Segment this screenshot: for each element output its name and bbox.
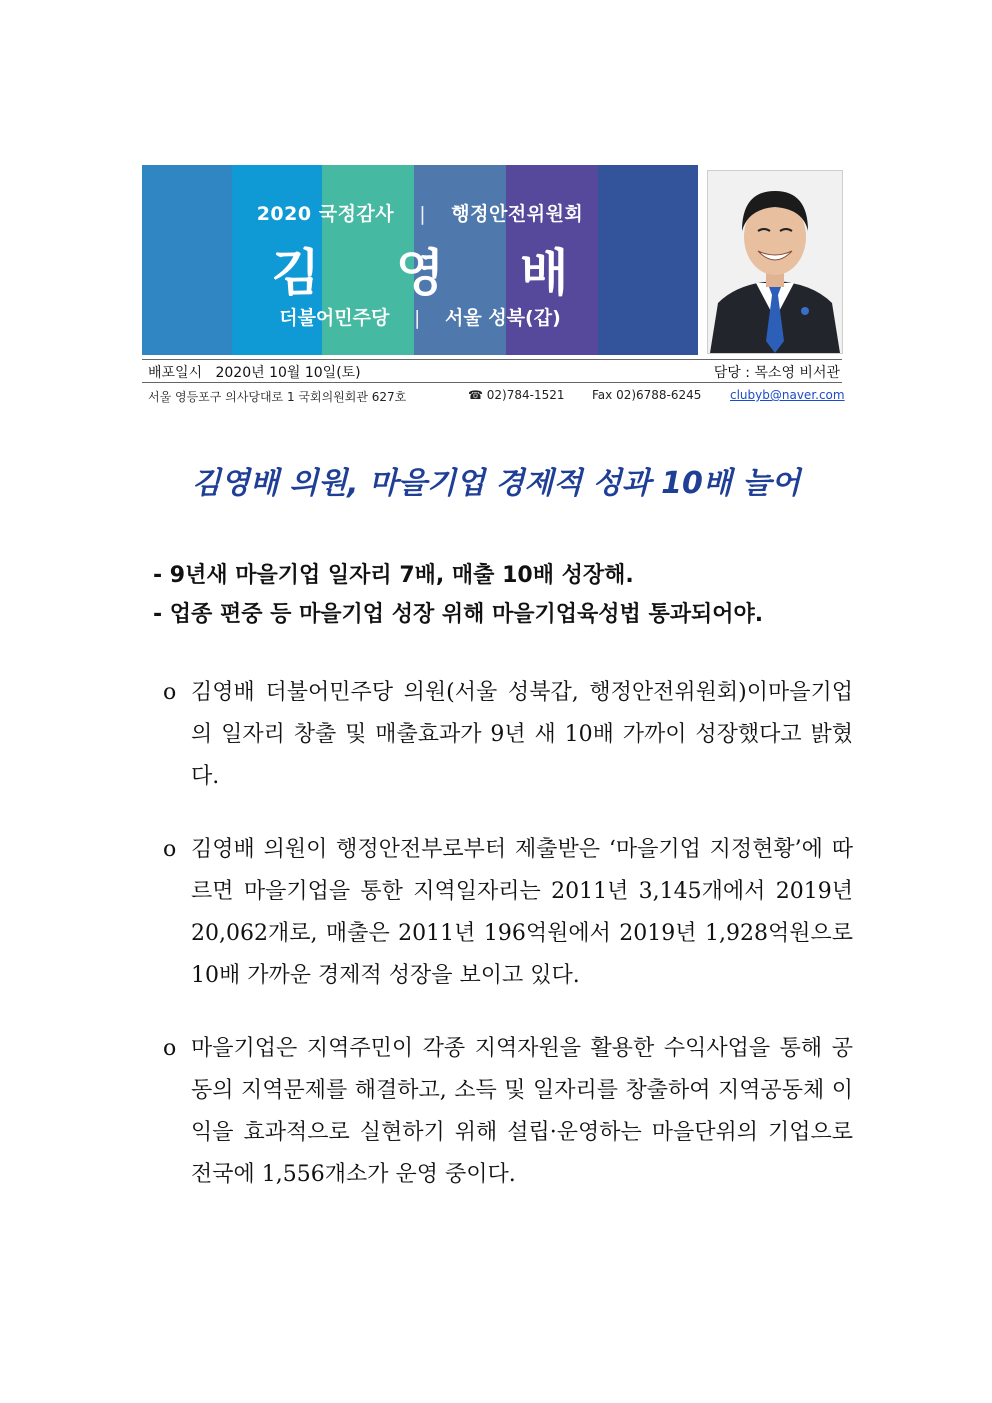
address-row: [142, 386, 845, 406]
bullet-marker: o: [163, 680, 177, 705]
subheading: - 업종 편중 등 마을기업 성장 위해 마을기업육성법 통과되어야.: [153, 602, 764, 627]
banner-name: [142, 233, 698, 305]
paragraph-text: 마을기업은 지역주민이 각종 지역자원을 활용한 수익사업을 통해 공동의 지역문제를 해결하고, 소득 및 일자리를 창출하여 지역공동체 이익을 효과적으로 실현하기 위해 설립·운영하는 마을단위의 기업으로 전국에 1,556개소가 운영 중이다.: [191, 1036, 853, 1187]
paragraph-text: 김영배 더불어민주당 의원(서울 성북갑, 행정안전위원회)이마을기업의 일자리 창출 및 매출효과가 9년 새 10배 가까이 성장했다고 밝혔다.: [191, 680, 853, 789]
name-char: 배: [520, 244, 569, 302]
release-date: [148, 362, 361, 382]
banner-separator: |: [413, 307, 421, 329]
body-paragraph: [163, 829, 853, 997]
banner-event-line: [142, 199, 698, 226]
bullet-marker: o: [163, 837, 177, 862]
release-info-row: [142, 359, 842, 383]
banner-text: [142, 165, 698, 355]
bullet-marker: o: [163, 1036, 177, 1061]
release-date-value: 2020년 10월 10일(토): [215, 365, 361, 381]
portrait-illustration: [708, 171, 842, 353]
body-paragraph: [163, 1028, 853, 1196]
phone-number: ☎ 02)784-1521: [468, 388, 565, 402]
office-address: 서울 영등포구 의사당대로 1 국회의원회관 627호: [148, 390, 407, 404]
banner-district: 서울 성북(갑): [445, 307, 561, 329]
press-headline: 김영배 의원, 마을기업 경제적 성과 10배 늘어: [191, 466, 801, 501]
banner-committee: 행정안전위원회: [451, 203, 584, 225]
name-char: 영: [395, 244, 445, 302]
body-paragraph: [163, 672, 853, 798]
banner-party: 더불어민주당: [279, 307, 390, 329]
name-char: 김: [271, 244, 320, 302]
subheading: - 9년새 마을기업 일자리 7배, 매출 10배 성장해.: [153, 563, 634, 588]
banner-event: 국정감사: [318, 203, 395, 225]
release-date-label: 배포일시: [148, 365, 203, 381]
paragraph-text: 김영배 의원이 행정안전부로부터 제출받은 ‘마을기업 지정현황’에 따르면 마을기업을 통한 지역일자리는 2011년 3,145개에서 2019년 20,062개로, 매출은 2011년 196억원에서 2019년 1,928억원으로 10배 가까운 경제적 성장을 보이고 있다.: [191, 837, 853, 988]
fax-number: Fax 02)6788-6245: [592, 388, 702, 402]
banner-party-line: [142, 303, 698, 330]
email-link[interactable]: clubyb@naver.com: [730, 388, 845, 402]
banner-separator: |: [419, 203, 427, 225]
contact-person: 담당 : 목소영 비서관: [713, 365, 840, 381]
portrait-photo: [707, 170, 843, 354]
banner-year: 2020: [256, 203, 312, 225]
